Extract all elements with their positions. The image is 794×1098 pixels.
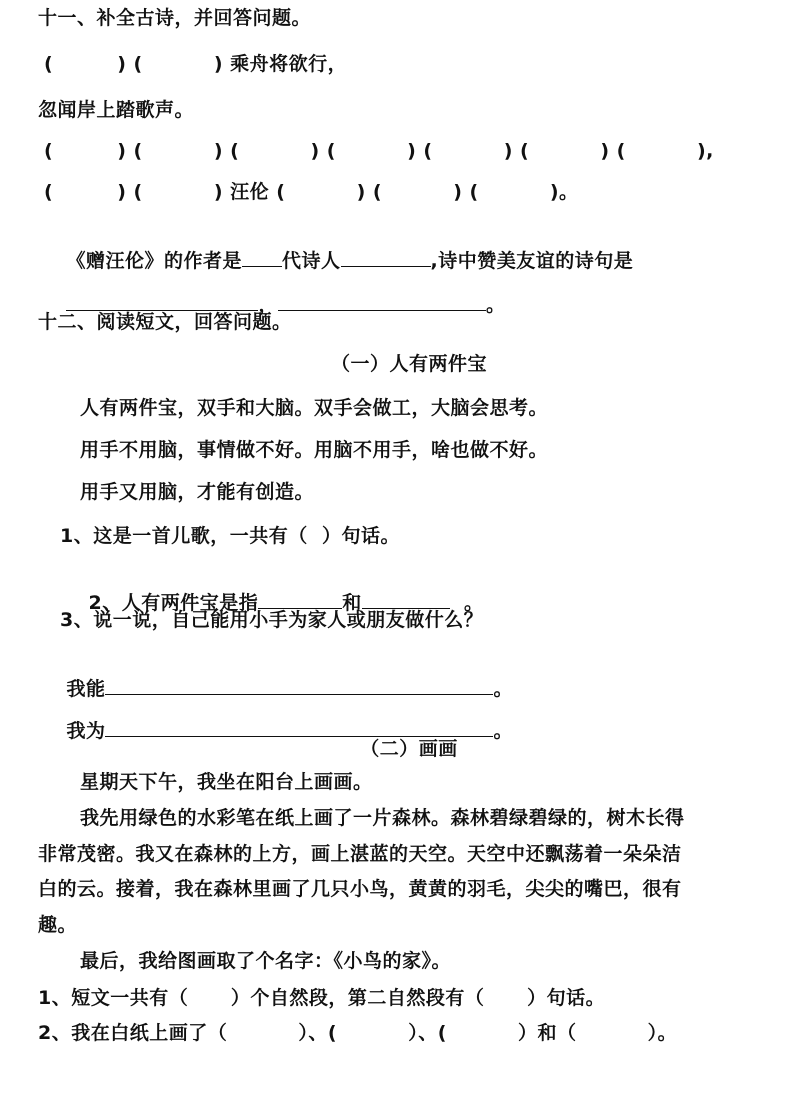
- poem-line-1: ( ) ( ) 乘舟将欲行，: [44, 53, 348, 75]
- passage-1-question-1: 1、这是一首儿歌，一共有（ ）句话。: [60, 525, 400, 547]
- passage-2-line-2: 我先用绿色的水彩笔在纸上画了一片森林。森林碧绿碧绿的，树木长得: [80, 807, 685, 829]
- question-2-post: 。: [463, 592, 484, 614]
- poem-line-2: 忽闻岸上踏歌声。: [38, 99, 195, 121]
- author-question-post: ,诗中赞美友谊的诗句是: [430, 250, 634, 272]
- answer-i-can-label: 我能: [66, 678, 106, 700]
- passage-2-title: （二）画画: [360, 738, 458, 760]
- passage-1-title: （一）人有两件宝: [330, 353, 487, 375]
- comma: ，: [258, 294, 278, 316]
- passage-1-line-1: 人有两件宝，双手和大脑。双手会做工，大脑会思考。: [80, 397, 549, 419]
- passage-1-line-3: 用手又用脑，才能有创造。: [80, 481, 315, 503]
- poem-line-4: ( ) ( ) 汪伦 ( ) ( ) ( )。: [44, 181, 579, 203]
- passage-2-line-4: 白的云。接着，我在森林里画了几只小鸟，黄黄的羽毛，尖尖的嘴巴，很有: [38, 878, 682, 900]
- period: 。: [485, 294, 506, 316]
- passage-2-line-6: 最后，我给图画取了个名字：《小鸟的家》。: [80, 950, 452, 972]
- passage-1-line-2: 用手不用脑，事情做不好。用脑不用手，啥也做不好。: [80, 439, 549, 461]
- dynasty-blank[interactable]: [242, 248, 282, 267]
- passage-1-question-3: 3、说一说，自己能用小手为家人或朋友做什么？: [60, 609, 484, 631]
- author-question-mid: 代诗人: [281, 250, 341, 272]
- poem-line-3: ( ) ( ) ( ) ( ) ( ) ( ) ( ),: [44, 140, 714, 162]
- period: 。: [493, 720, 513, 742]
- section-12-heading: 十二、阅读短文，回答问题。: [38, 311, 292, 333]
- friendship-blank-1[interactable]: [66, 292, 258, 311]
- answer-i-can-blank[interactable]: [105, 676, 493, 695]
- passage-2-question-2: 2、我在白纸上画了（ ）、( ）、( ）和（ ）。: [38, 1022, 678, 1044]
- passage-2-line-5: 趣。: [38, 914, 78, 936]
- section-11-heading: 十一、补全古诗，并回答问题。: [38, 7, 312, 29]
- period: 。: [493, 678, 513, 700]
- treasure-blank-1[interactable]: [258, 590, 342, 609]
- author-question-pre: 《赠汪伦》的作者是: [66, 250, 242, 272]
- treasure-blank-2[interactable]: [362, 590, 450, 609]
- passage-2-question-1: 1、短文一共有（ ）个自然段，第二自然段有（ ）句话。: [38, 987, 606, 1009]
- answer-i-for-blank[interactable]: [105, 718, 493, 737]
- answer-i-for-label: 我为: [66, 720, 106, 742]
- question-2-pre: 2、人有两件宝是指: [88, 592, 259, 614]
- question-2-mid: 和: [342, 592, 362, 614]
- poet-blank[interactable]: [341, 248, 431, 267]
- friendship-blank-2[interactable]: [278, 292, 486, 311]
- passage-2-line-1: 星期天下午，我坐在阳台上画画。: [80, 771, 373, 793]
- passage-2-line-3: 非常茂密。我又在森林的上方，画上湛蓝的天空。天空中还飘荡着一朵朵洁: [38, 843, 682, 865]
